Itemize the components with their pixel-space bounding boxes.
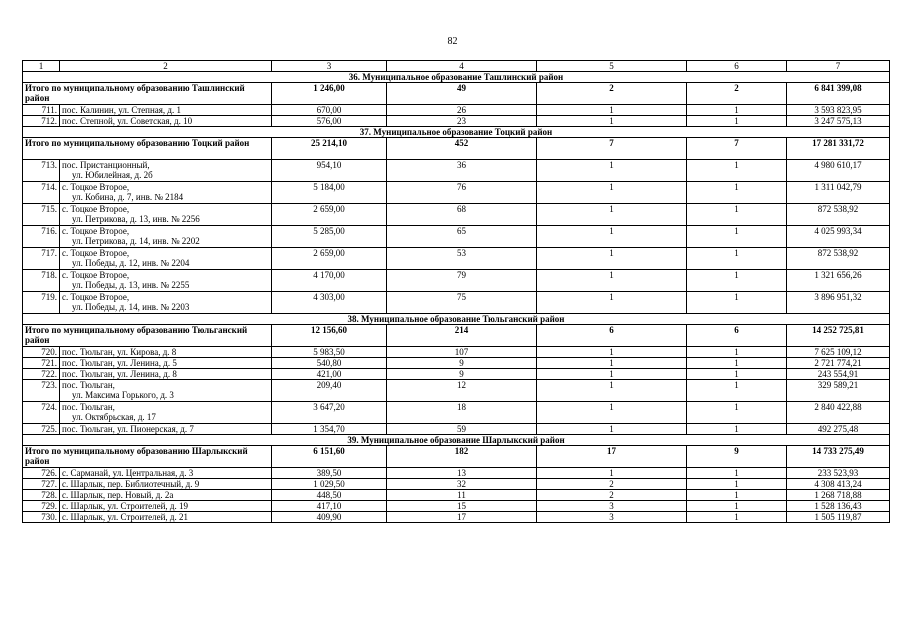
address-line-2: ул. Победы, д. 12, инв. № 2204 [72, 258, 190, 268]
row-number: 730. [23, 512, 60, 523]
area-value: 2 659,00 [272, 248, 387, 270]
amount-value: 3 247 575,13 [787, 116, 890, 127]
address-line-1: пос. Тюльган, ул. Пионерская, д. 7 [62, 424, 194, 434]
address-line-1: с. Сарманай, ул. Центральная, д. 3 [62, 468, 194, 478]
address-line-2: ул. Победы, д. 14, инв. № 2203 [72, 302, 190, 312]
area-value: 421,00 [272, 369, 387, 380]
amount-value: 872 538,92 [787, 248, 890, 270]
address-line-1: пос. Тюльган, ул. Кирова, д. 8 [62, 347, 177, 357]
amount-value: 1 505 119,87 [787, 512, 890, 523]
address-line-2: ул. Кобина, д. 7, инв. № 2184 [72, 192, 184, 202]
table-row [23, 347, 890, 358]
column-number: 7 [787, 61, 890, 72]
area-value: 5 983,50 [272, 347, 387, 358]
area-value: 2 659,00 [272, 204, 387, 226]
amount-value: 2 840 422,88 [787, 402, 890, 424]
table-row [23, 105, 890, 116]
col5-value: 3 [537, 512, 687, 523]
people-value: 12 [387, 380, 537, 402]
row-number: 722. [23, 369, 60, 380]
col5-value: 1 [537, 292, 687, 314]
total-area: 6 151,60 [272, 446, 387, 468]
address-cell [60, 424, 272, 435]
total-col5: 17 [537, 446, 687, 468]
people-value: 75 [387, 292, 537, 314]
address-line-2: ул. Юбилейная, д. 2б [72, 170, 153, 180]
column-number-row [23, 61, 890, 72]
col5-value: 3 [537, 501, 687, 512]
section-title-row [23, 435, 890, 446]
address-cell [60, 347, 272, 358]
address-cell [60, 468, 272, 479]
address-line-2: ул. Петрикова, д. 14, инв. № 2202 [72, 236, 200, 246]
row-number: 712. [23, 116, 60, 127]
people-value: 65 [387, 226, 537, 248]
col6-value: 1 [687, 424, 787, 435]
total-people: 214 [387, 325, 537, 347]
row-number: 720. [23, 347, 60, 358]
col6-value: 1 [687, 479, 787, 490]
col6-value: 1 [687, 182, 787, 204]
section-title-row [23, 72, 890, 83]
people-value: 9 [387, 369, 537, 380]
row-number: 729. [23, 501, 60, 512]
table-row [23, 479, 890, 490]
row-number: 719. [23, 292, 60, 314]
amount-value: 1 528 136,43 [787, 501, 890, 512]
table-row [23, 402, 890, 424]
row-number: 717. [23, 248, 60, 270]
column-number: 6 [687, 61, 787, 72]
col5-value: 1 [537, 358, 687, 369]
amount-value: 4 308 413,24 [787, 479, 890, 490]
address-cell [60, 402, 272, 424]
col5-value: 1 [537, 116, 687, 127]
address-cell [60, 182, 272, 204]
col5-value: 1 [537, 369, 687, 380]
address-line-1: с. Тоцкое Второе, [62, 248, 130, 258]
area-value: 409,90 [272, 512, 387, 523]
area-value: 4 170,00 [272, 270, 387, 292]
people-value: 23 [387, 116, 537, 127]
address-cell [60, 270, 272, 292]
people-value: 15 [387, 501, 537, 512]
address-cell [60, 105, 272, 116]
address-line-1: с. Тоцкое Второе, [62, 270, 130, 280]
table-row [23, 468, 890, 479]
total-label: Итого по муниципальному образованию Тюльганский район [23, 325, 272, 347]
table-row [23, 204, 890, 226]
total-col6: 6 [687, 325, 787, 347]
address-line-1: с. Шарлык, ул. Строителей, д. 19 [62, 501, 189, 511]
address-line-2: ул. Победы, д. 13, инв. № 2255 [72, 280, 190, 290]
col5-value: 1 [537, 270, 687, 292]
page-number: 82 [447, 36, 458, 47]
row-number: 718. [23, 270, 60, 292]
col6-value: 1 [687, 468, 787, 479]
people-value: 68 [387, 204, 537, 226]
total-col6: 2 [687, 83, 787, 105]
column-number: 4 [387, 61, 537, 72]
total-col6: 7 [687, 138, 787, 160]
area-value: 576,00 [272, 116, 387, 127]
column-number: 5 [537, 61, 687, 72]
people-value: 9 [387, 358, 537, 369]
row-number: 728. [23, 490, 60, 501]
col6-value: 1 [687, 270, 787, 292]
address-line-1: пос. Степной, ул. Советская, д. 10 [62, 116, 193, 126]
address-cell [60, 380, 272, 402]
col6-value: 1 [687, 292, 787, 314]
area-value: 670,00 [272, 105, 387, 116]
amount-value: 1 321 656,26 [787, 270, 890, 292]
table-row [23, 270, 890, 292]
table-row [23, 380, 890, 402]
total-label: Итого по муниципальному образованию Тоцкий район [23, 138, 272, 160]
col6-value: 1 [687, 160, 787, 182]
col5-value: 1 [537, 402, 687, 424]
total-area: 1 246,00 [272, 83, 387, 105]
address-line-1: с. Шарлык, пер. Библиотечный, д. 9 [62, 479, 200, 489]
table-row [23, 226, 890, 248]
area-value: 540,80 [272, 358, 387, 369]
table-row [23, 512, 890, 523]
amount-value: 872 538,92 [787, 204, 890, 226]
amount-value: 492 275,48 [787, 424, 890, 435]
address-cell [60, 358, 272, 369]
amount-value: 3 593 823,95 [787, 105, 890, 116]
row-number: 713. [23, 160, 60, 182]
col6-value: 1 [687, 369, 787, 380]
total-area: 25 214,10 [272, 138, 387, 160]
address-line-1: с. Тоцкое Второе, [62, 204, 130, 214]
total-people: 452 [387, 138, 537, 160]
address-line-1: пос. Калинин, ул. Степная, д. 1 [62, 105, 182, 115]
address-cell [60, 369, 272, 380]
section-total-row [23, 83, 890, 105]
address-cell [60, 490, 272, 501]
area-value: 448,50 [272, 490, 387, 501]
table-row [23, 501, 890, 512]
total-label: Итого по муниципальному образованию Шарлыкский район [23, 446, 272, 468]
total-col5: 2 [537, 83, 687, 105]
address-cell [60, 512, 272, 523]
address-cell [60, 248, 272, 270]
col5-value: 2 [537, 490, 687, 501]
col5-value: 1 [537, 347, 687, 358]
people-value: 26 [387, 105, 537, 116]
people-value: 32 [387, 479, 537, 490]
registry-table [22, 60, 890, 523]
total-amount: 14 733 275,49 [787, 446, 890, 468]
people-value: 53 [387, 248, 537, 270]
amount-value: 1 311 042,79 [787, 182, 890, 204]
col5-value: 1 [537, 204, 687, 226]
people-value: 36 [387, 160, 537, 182]
col5-value: 1 [537, 160, 687, 182]
col6-value: 1 [687, 204, 787, 226]
total-people: 182 [387, 446, 537, 468]
amount-value: 4 025 993,34 [787, 226, 890, 248]
amount-value: 7 625 109,12 [787, 347, 890, 358]
total-label: Итого по муниципальному образованию Ташлинский район [23, 83, 272, 105]
total-area: 12 156,60 [272, 325, 387, 347]
total-col5: 7 [537, 138, 687, 160]
section-title-row [23, 127, 890, 138]
address-line-2: ул. Петрикова, д. 13, инв. № 2256 [72, 214, 200, 224]
col6-value: 1 [687, 248, 787, 270]
section-title: 37. Муниципальное образование Тоцкий район [23, 127, 890, 138]
amount-value: 233 523,93 [787, 468, 890, 479]
column-number: 3 [272, 61, 387, 72]
section-title: 39. Муниципальное образование Шарлыкский район [23, 435, 890, 446]
row-number: 724. [23, 402, 60, 424]
area-value: 5 285,00 [272, 226, 387, 248]
table-row [23, 358, 890, 369]
col6-value: 1 [687, 380, 787, 402]
section-total-row [23, 325, 890, 347]
address-line-2: ул. Максима Горького, д. 3 [72, 390, 174, 400]
address-cell [60, 116, 272, 127]
address-cell [60, 160, 272, 182]
col5-value: 1 [537, 105, 687, 116]
row-number: 711. [23, 105, 60, 116]
col5-value: 1 [537, 468, 687, 479]
col6-value: 1 [687, 490, 787, 501]
col6-value: 1 [687, 402, 787, 424]
col5-value: 1 [537, 226, 687, 248]
col6-value: 1 [687, 105, 787, 116]
table-row [23, 369, 890, 380]
amount-value: 2 721 774,21 [787, 358, 890, 369]
column-number: 1 [23, 61, 60, 72]
col5-value: 1 [537, 424, 687, 435]
address-line-1: пос. Тюльган, [62, 402, 115, 412]
col5-value: 2 [537, 479, 687, 490]
table-row [23, 182, 890, 204]
address-cell [60, 292, 272, 314]
address-cell [60, 204, 272, 226]
table-row [23, 490, 890, 501]
total-amount: 14 252 725,81 [787, 325, 890, 347]
address-line-1: с. Тоцкое Второе, [62, 226, 130, 236]
table-row [23, 424, 890, 435]
address-line-1: с. Шарлык, пер. Новый, д. 2а [62, 490, 174, 500]
row-number: 714. [23, 182, 60, 204]
amount-value: 243 554,91 [787, 369, 890, 380]
area-value: 5 184,00 [272, 182, 387, 204]
col5-value: 1 [537, 248, 687, 270]
address-line-1: пос. Тюльган, ул. Ленина, д. 5 [62, 358, 177, 368]
address-line-1: пос. Тюльган, [62, 380, 115, 390]
people-value: 13 [387, 468, 537, 479]
address-line-1: с. Шарлык, ул. Строителей, д. 21 [62, 512, 189, 522]
address-line-1: с. Тоцкое Второе, [62, 292, 130, 302]
table-row [23, 116, 890, 127]
people-value: 76 [387, 182, 537, 204]
amount-value: 1 268 718,88 [787, 490, 890, 501]
amount-value: 4 980 610,17 [787, 160, 890, 182]
address-cell [60, 479, 272, 490]
address-line-1: пос. Тюльган, ул. Ленина, д. 8 [62, 369, 177, 379]
area-value: 1 354,70 [272, 424, 387, 435]
section-title: 36. Муниципальное образование Ташлинский район [23, 72, 890, 83]
total-col6: 9 [687, 446, 787, 468]
amount-value: 329 589,21 [787, 380, 890, 402]
table-row [23, 292, 890, 314]
people-value: 18 [387, 402, 537, 424]
col6-value: 1 [687, 512, 787, 523]
people-value: 107 [387, 347, 537, 358]
row-number: 725. [23, 424, 60, 435]
row-number: 721. [23, 358, 60, 369]
section-title-row [23, 314, 890, 325]
total-col5: 6 [537, 325, 687, 347]
row-number: 715. [23, 204, 60, 226]
area-value: 954,10 [272, 160, 387, 182]
col6-value: 1 [687, 347, 787, 358]
column-number: 2 [60, 61, 272, 72]
col5-value: 1 [537, 380, 687, 402]
area-value: 389,50 [272, 468, 387, 479]
col6-value: 1 [687, 358, 787, 369]
col6-value: 1 [687, 226, 787, 248]
table-row [23, 160, 890, 182]
people-value: 17 [387, 512, 537, 523]
area-value: 1 029,50 [272, 479, 387, 490]
address-line-1: пос. Пристанционный, [62, 160, 150, 170]
address-line-2: ул. Октябрьская, д. 17 [72, 412, 156, 422]
people-value: 11 [387, 490, 537, 501]
address-cell [60, 226, 272, 248]
row-number: 723. [23, 380, 60, 402]
table-row [23, 248, 890, 270]
row-number: 716. [23, 226, 60, 248]
people-value: 79 [387, 270, 537, 292]
total-people: 49 [387, 83, 537, 105]
people-value: 59 [387, 424, 537, 435]
area-value: 3 647,20 [272, 402, 387, 424]
col6-value: 1 [687, 116, 787, 127]
col5-value: 1 [537, 182, 687, 204]
total-amount: 6 841 399,08 [787, 83, 890, 105]
row-number: 727. [23, 479, 60, 490]
section-total-row [23, 446, 890, 468]
row-number: 726. [23, 468, 60, 479]
area-value: 209,40 [272, 380, 387, 402]
address-cell [60, 501, 272, 512]
total-amount: 17 281 331,72 [787, 138, 890, 160]
address-line-1: с. Тоцкое Второе, [62, 182, 130, 192]
section-total-row [23, 138, 890, 160]
area-value: 417,10 [272, 501, 387, 512]
area-value: 4 303,00 [272, 292, 387, 314]
section-title: 38. Муниципальное образование Тюльганский район [23, 314, 890, 325]
col6-value: 1 [687, 501, 787, 512]
amount-value: 3 896 951,32 [787, 292, 890, 314]
